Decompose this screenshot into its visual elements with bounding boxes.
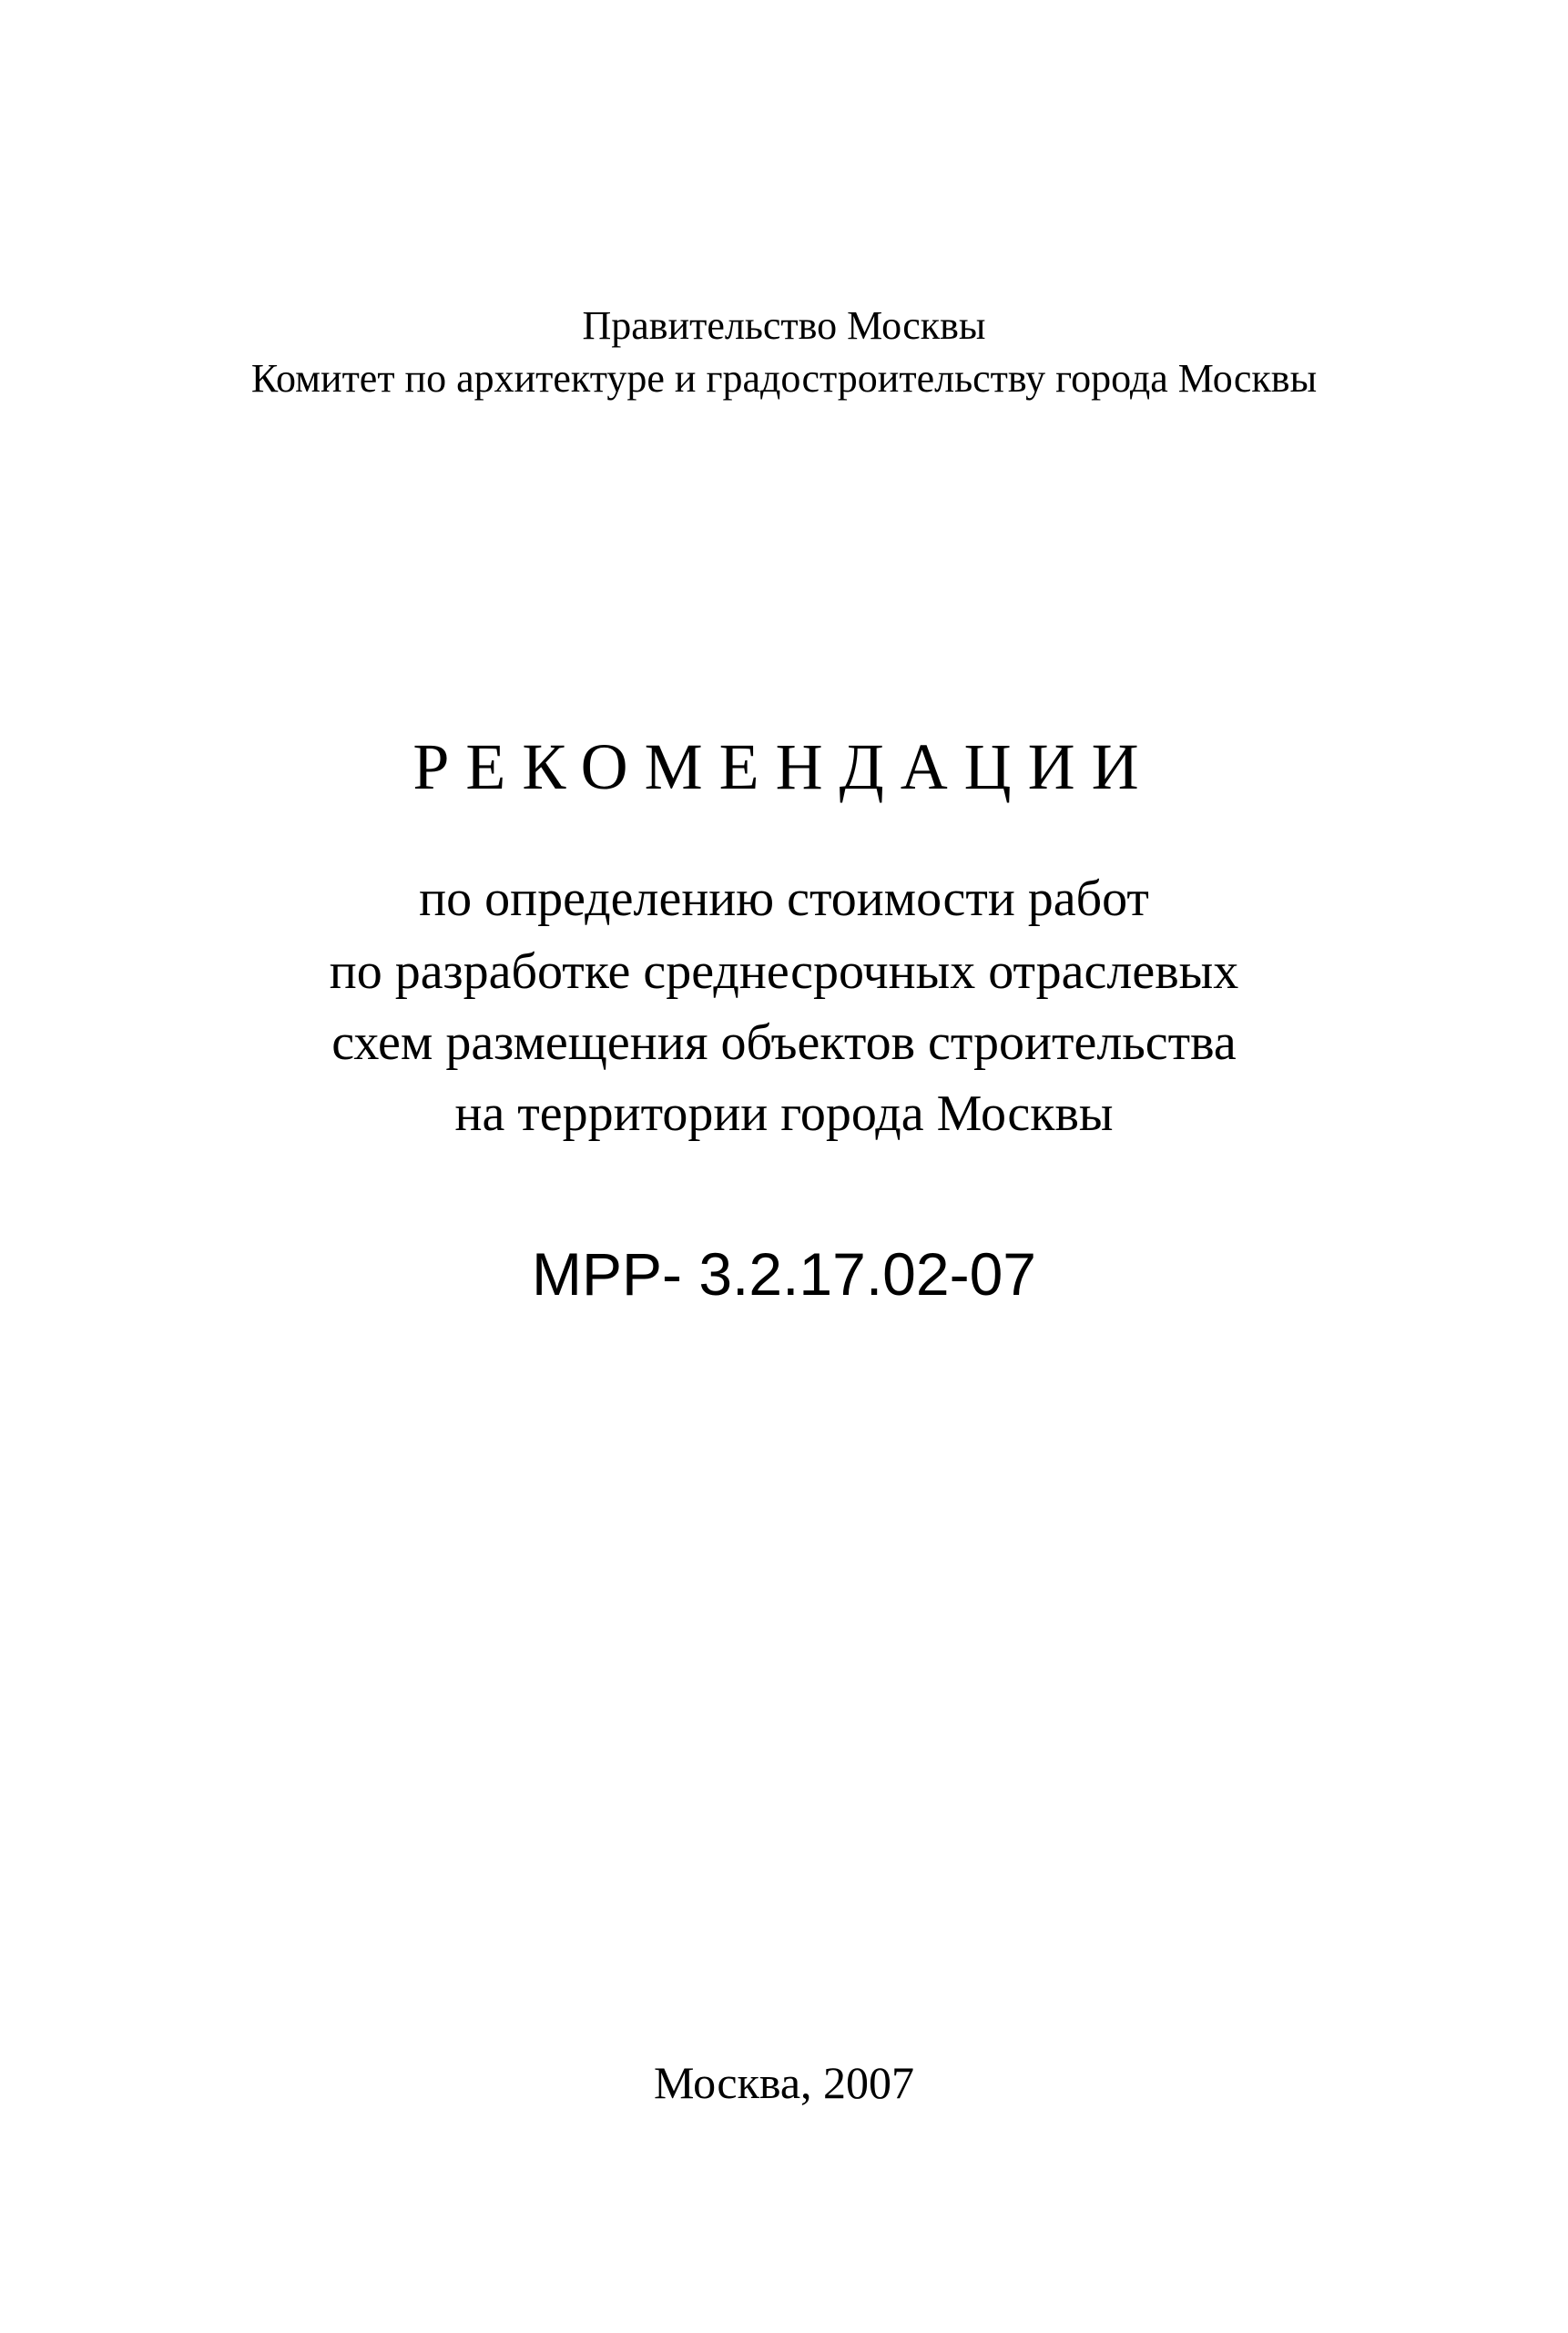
document-code: МРР- 3.2.17.02-07: [532, 1240, 1036, 1308]
title-line-3: схем размещения объектов строительства: [331, 1014, 1237, 1071]
title-line-1: по определению стоимости работ: [419, 871, 1149, 927]
document-type-heading: РЕКОМЕНДАЦИИ: [412, 730, 1156, 803]
title-line-2: по разработке среднесрочных отраслевых: [329, 943, 1239, 1000]
title-line-4: на территории города Москвы: [454, 1085, 1114, 1142]
government-name: Правительство Москвы: [582, 303, 986, 348]
place-and-year: Москва, 2007: [653, 2057, 915, 2108]
committee-name: Комитет по архитектуре и градостроительству города Москвы: [250, 356, 1318, 401]
